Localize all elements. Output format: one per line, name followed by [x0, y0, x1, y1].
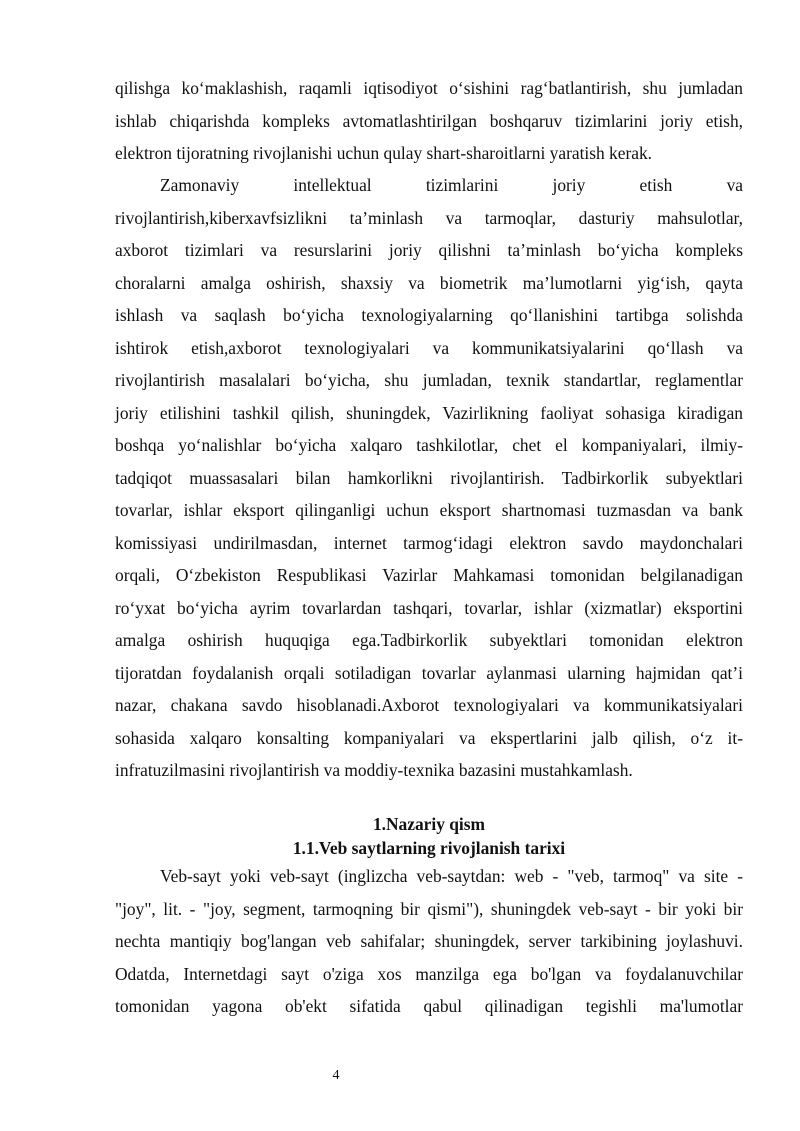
paragraph-continuation [115, 72, 743, 170]
text-line: "joy", lit. - "joy, segment, tarmoqning bir qismi"), shuningdek veb-sayt - bir yoki bir [115, 898, 743, 919]
text-line: nechta mantiqiy bog'langan veb sahifalar; shuningdek, server tarkibining joylashuvi. [115, 931, 743, 951]
text-line: Zamonaviy intellektual tizimlarini joriy etish va [160, 175, 743, 195]
text-line: infratuzilmasini rivojlantirish va moddiy-texnika bazasini mustahkamlash. [115, 760, 633, 780]
text-line: tomonidan yagona ob'ekt sifatida qabul qilinadigan tegishli ma'lumotlar [115, 996, 743, 1016]
text-line: axborot tizimlari va resurslarini joriy qilishni ta’minlash bo‘yicha kompleks [115, 240, 743, 260]
text-line: komissiyasi undirilmasdan, internet tarmog‘idagi elektron savdo maydonchalari [115, 532, 743, 553]
text-line: choralarni amalga oshirish, shaxsiy va biometrik ma’lumotlarni yig‘ish, qayta [115, 272, 743, 293]
text-line: amalga oshirish huquqiga ega.Tadbirkorlik subyektlari tomonidan elektron [115, 630, 743, 650]
text-line: rivojlantirish masalalari bo‘yicha, shu jumladan, texnik standartlar, reglamentlar [115, 370, 743, 390]
text-line: sohasida xalqaro konsalting kompaniyalari va ekspertlarini jalb qilish, o‘z it- [115, 727, 743, 748]
page-number: 4 [332, 1068, 340, 1083]
paragraph-section [115, 860, 743, 1023]
text-line: tijoratdan foydalanish orqali sotiladigan tovarlar aylanmasi ularning hajmidan qat’i [115, 662, 743, 683]
text-line: ro‘yxat bo‘yicha ayrim tovarlardan tashqari, tovarlar, ishlar (xizmatlar) eksportini [115, 597, 743, 618]
text-line: boshqa yo‘nalishlar bo‘yicha xalqaro tashkilotlar, chet el kompaniyalari, ilmiy- [115, 435, 743, 455]
subsection-heading: 1.1.Veb saytlarning rivojlanish tarixi [292, 838, 566, 858]
text-line: orqali, O‘zbekiston Respublikasi Vazirlar Mahkamasi tomonidan belgilanadigan [115, 565, 743, 585]
section-heading: 1.Nazariy qism [372, 814, 486, 834]
text-line: qilishga ko‘maklashish, raqamli iqtisodiyot o‘sishini rag‘batlantirish, shu jumladan [115, 78, 743, 98]
text-line: Veb-sayt yoki veb-sayt (inglizcha veb-saytdan: web - "veb, tarmoq" va site - [160, 866, 743, 886]
text-line: nazar, chakana savdo hisoblanadi.Axborot texnologiyalari va kommunikatsiyalari [115, 695, 743, 715]
text-line: tovarlar, ishlar eksport qilinganligi uchun eksport shartnomasi tuzmasdan va bank [115, 500, 743, 520]
text-line: joriy etilishini tashkil qilish, shuningdek, Vazirlikning faoliyat sohasiga kiradigan [115, 402, 743, 423]
text-line: elektron tijoratning rivojlanishi uchun qulay shart-sharoitlarni yaratish kerak. [115, 143, 653, 163]
text-line: ishlab chiqarishda kompleks avtomatlashtirilgan boshqaruv tizimlarini joriy etish, [115, 110, 743, 131]
text-line: Odatda, Internetdagi sayt o'ziga xos manzilga ega bo'lgan va foydalanuvchilar [115, 963, 743, 984]
text-line: ishlash va saqlash bo‘yicha texnologiyalarning qo‘llanishini tartibga solishda [115, 305, 743, 325]
text-line: tadqiqot muassasalari bilan hamkorlikni rivojlantirish. Tadbirkorlik subyektlari [115, 467, 743, 488]
paragraph-main [115, 169, 743, 787]
text-line: ishtirok etish,axborot texnologiyalari va kommunikatsiyalarini qo‘llash va [115, 337, 743, 358]
text-line: rivojlantirish,kiberxavfsizlikni ta’minlash va tarmoqlar, dasturiy mahsulotlar, [115, 207, 743, 228]
